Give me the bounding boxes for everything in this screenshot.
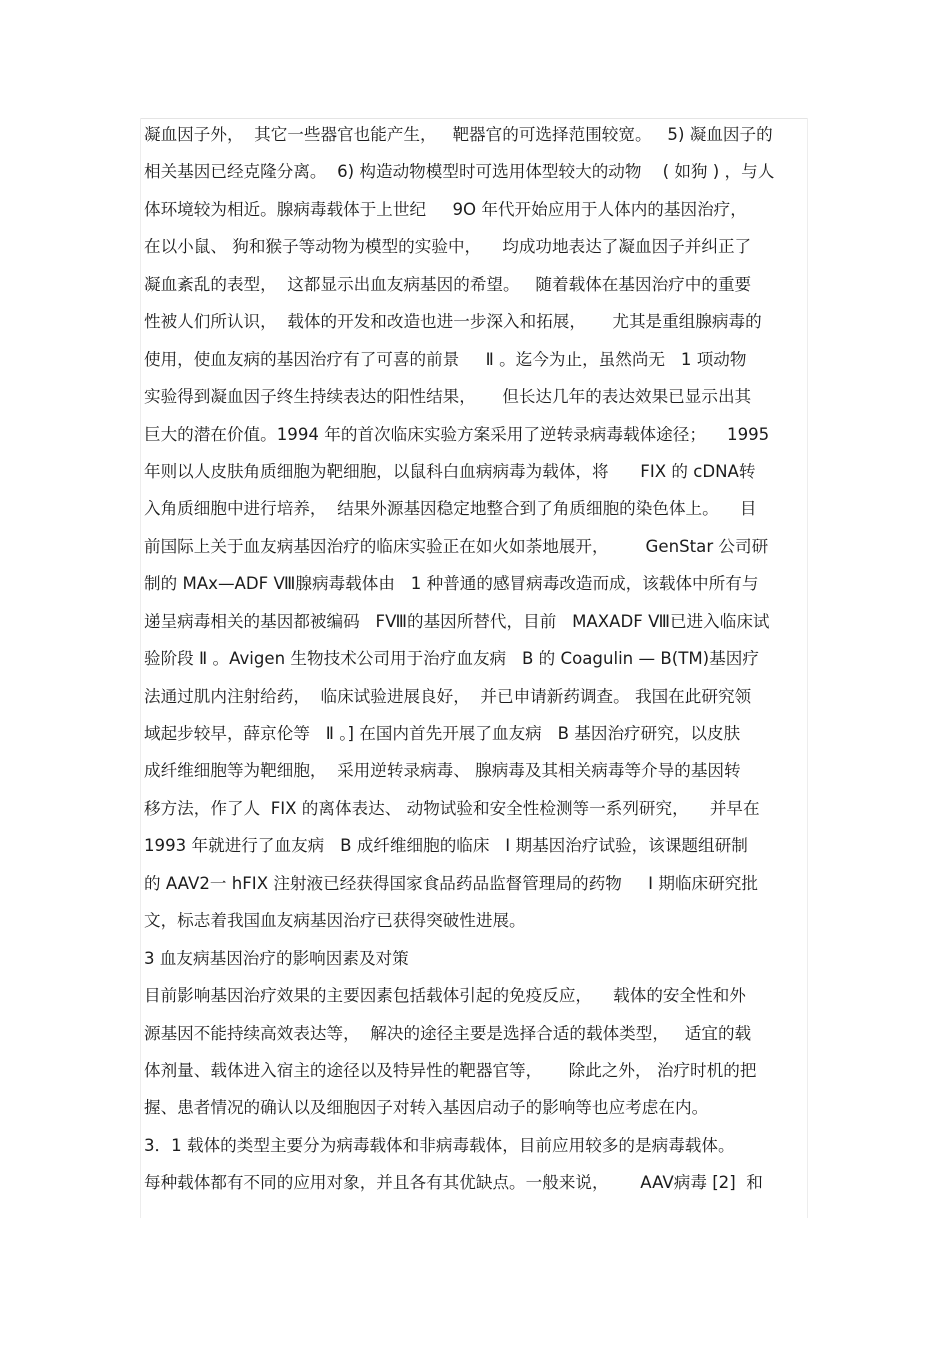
text-line: 在以小鼠、 狗和猴子等动物为模型的实验中， 均成功地表达了凝血因子并纠正了 xyxy=(144,237,752,257)
text-line: 文，标志着我国血友病基因治疗已获得突破性进展。 xyxy=(144,911,526,931)
text-line: 实验得到凝血因子终生持续表达的阳性结果， 但长达几年的表达效果已显示出其 xyxy=(144,387,752,407)
text-line: 递呈病毒相关的基因都被编码 FⅧ的基因所替代，目前 MAXADF Ⅷ已进入临床试 xyxy=(144,611,770,631)
body-text xyxy=(144,116,824,1202)
text-line: 体环境较为相近。腺病毒载体于上世纪 9O 年代开始应用于人体内的基因治疗， xyxy=(144,199,747,219)
page-guide-left xyxy=(140,118,141,1218)
text-line: 法通过肌内注射给药， 临床试验进展良好， 并已申请新药调查。 我国在此研究领 xyxy=(144,686,752,706)
text-line: 1993 年就进行了血友病 B 成纤维细胞的临床 I 期基因治疗试验，该课题组研制 xyxy=(144,836,748,856)
text-line: 源基因不能持续高效表达等， 解决的途径主要是选择合适的载体类型， 适宜的载 xyxy=(144,1023,752,1043)
subsection-heading: 3．1 载体的类型主要分为病毒载体和非病毒载体，目前应用较多的是病毒载体。 xyxy=(144,1135,735,1155)
text-line: 相关基因已经克隆分离。 6) 构造动物模型时可选用体型较大的动物 ( 如狗 ) ，与人 xyxy=(144,162,775,182)
text-line: 性被人们所认识， 载体的开发和改造也进一步深入和拓展， 尤其是重组腺病毒的 xyxy=(144,312,762,332)
text-line: 目前影响基因治疗效果的主要因素包括载体引起的免疫反应， 载体的安全性和外 xyxy=(144,986,746,1006)
text-line: 每种载体都有不同的应用对象，并且各有其优缺点。一般来说， AAV病毒 [2] 和 xyxy=(144,1173,763,1193)
text-line: 巨大的潜在价值。1994 年的首次临床实验方案采用了逆转录病毒载体途径； 1995 xyxy=(144,424,770,444)
text-line: 体剂量、载体进入宿主的途径以及特异性的靶器官等， 除此之外， 治疗时机的把 xyxy=(144,1060,757,1080)
text-line: 凝血紊乱的表型， 这都显示出血友病基因的希望。 随着载体在基因治疗中的重要 xyxy=(144,274,752,294)
text-line: 的 AAV2一 hFIX 注射液已经获得国家食品药品监督管理局的药物 I 期临床研究批 xyxy=(144,873,758,893)
text-line: 成纤维细胞等为靶细胞， 采用逆转录病毒、 腺病毒及其相关病毒等介导的基因转 xyxy=(144,761,741,781)
text-line: 域起步较早，薛京伦等 Ⅱ 。] 在国内首先开展了血友病 B 基因治疗研究，以皮肤 xyxy=(144,724,741,743)
text-line: 凝血因子外， 其它一些器官也能产生， 靶器官的可选择范围较宽。 5) 凝血因子的 xyxy=(144,125,773,144)
text-line: 制的 MAx—ADF Ⅷ腺病毒载体由 1 种普通的感冒病毒改造而成，该载体中所有与 xyxy=(144,574,759,594)
text-line: 入角质细胞中进行培养， 结果外源基因稳定地整合到了角质细胞的染色体上。 目 xyxy=(144,499,757,519)
text-line: 使用，使血友病的基因治疗有了可喜的前景 Ⅱ 。迄今为止，虽然尚无 1 项动物 xyxy=(144,349,747,369)
text-line: 年则以人皮肤角质细胞为靶细胞，以鼠科白血病病毒为载体，将 FIX 的 cDNA转 xyxy=(144,461,756,481)
text-line: 验阶段 Ⅱ 。Avigen 生物技术公司用于治疗血友病 B 的 Coagulin — B(TM)基因疗 xyxy=(144,649,759,669)
text-line: 握、患者情况的确认以及细胞因子对转入基因启动子的影响等也应考虑在内。 xyxy=(144,1098,709,1118)
section-heading: 3 血友病基因治疗的影响因素及对策 xyxy=(144,948,409,968)
text-line: 前国际上关于血友病基因治疗的临床实验正在如火如荼地展开， GenStar 公司研 xyxy=(144,536,769,556)
text-line: 移方法，作了人 FIX 的离体表达、 动物试验和安全性检测等一系列研究， 并早在 xyxy=(144,798,760,818)
